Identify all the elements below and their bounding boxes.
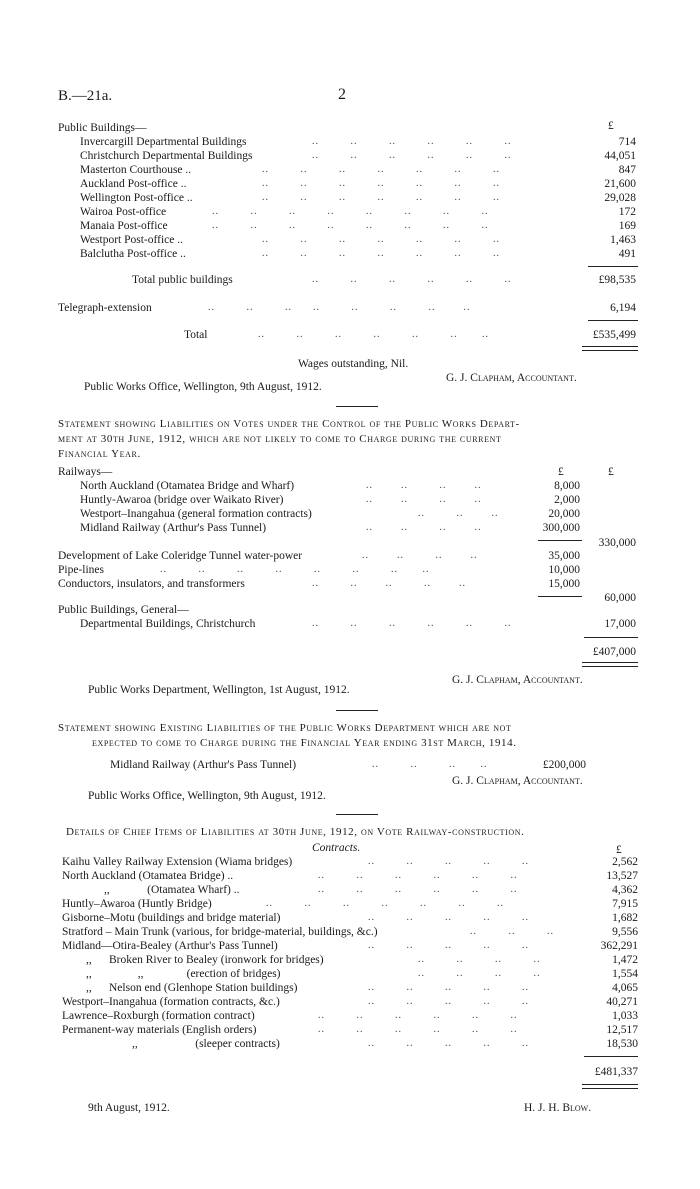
s2-rail-item-amount: 300,000 bbox=[542, 522, 580, 534]
s2-title-line-1: Statement showing Liabilities on Votes under the Control of the Public Works Depart- bbox=[58, 418, 520, 430]
rule bbox=[588, 320, 638, 321]
s1-item-amount: 29,028 bbox=[604, 192, 636, 204]
s3-title-line-2: expected to come to Charge during the Financial Year ending 31st March, 1914. bbox=[92, 737, 517, 749]
s2-other-total: 60,000 bbox=[604, 592, 636, 604]
s4-item-amount: 1,472 bbox=[612, 954, 638, 966]
dot-leader: .. .. .. .. .. .. bbox=[312, 618, 512, 629]
s1-item-amount: 714 bbox=[618, 136, 636, 148]
dot-leader: .. .. .. .. .. .. .. .. bbox=[212, 206, 489, 217]
dot-leader: .. .. .. .. .. .. bbox=[318, 1024, 518, 1035]
s2-title-line-2: ment at 30th June, 1912, which are not likely to come to Charge during the current bbox=[58, 433, 502, 445]
s4-item-label: Kaihu Valley Railway Extension (Wiama bridges) bbox=[62, 856, 293, 868]
s4-title: Details of Chief Items of Liabilities at 30th June, 1912, on Vote Railway-construction. bbox=[66, 826, 525, 838]
s1-wages-note: Wages outstanding, Nil. bbox=[298, 358, 409, 370]
s2-rail-item-amount: 20,000 bbox=[548, 508, 580, 520]
dot-leader: .. .. .. .. .. bbox=[368, 996, 529, 1007]
s2-other-item-label: Conductors, insulators, and transformers bbox=[58, 578, 245, 590]
dot-leader: .. .. .. .. .. .. .. bbox=[262, 192, 500, 203]
document-reference: B.—21a. bbox=[58, 88, 113, 104]
s2-rail-item-amount: 2,000 bbox=[554, 494, 580, 506]
s4-item-amount: 1,033 bbox=[612, 1010, 638, 1022]
s1-signature bbox=[446, 372, 577, 384]
s1-item-amount: 169 bbox=[618, 220, 636, 232]
s2-public-buildings-amount: 17,000 bbox=[604, 618, 636, 630]
dot-leader: .. .. .. .. .. .. .. bbox=[262, 234, 500, 245]
s4-item-label: Stratford – Main Trunk (various, for bridge-material, buildings, &c.) bbox=[62, 926, 378, 938]
dot-leader: .. .. .. .. .. .. bbox=[318, 884, 518, 895]
s2-currency-2: £ bbox=[608, 466, 614, 478]
s4-item-amount: 1,682 bbox=[612, 912, 638, 924]
rule bbox=[584, 637, 638, 638]
s4-item-amount: 4,362 bbox=[612, 884, 638, 896]
dot-leader: .. .. .. .. .. .. bbox=[312, 150, 512, 161]
s1-item-label: Auckland Post-office .. bbox=[80, 178, 187, 190]
s1-signature-text: G. J. Clapham, Accountant. bbox=[446, 372, 577, 384]
s4-currency: £ bbox=[616, 844, 622, 856]
s1-telegraph-label: Telegraph-extension bbox=[58, 302, 152, 314]
dot-leader: .. .. .. .. .. .. .. bbox=[258, 329, 489, 340]
dot-leader: .. .. .. .. bbox=[366, 480, 482, 491]
s2-public-buildings-label: Public Buildings, General— bbox=[58, 604, 189, 616]
double-rule bbox=[582, 662, 638, 667]
s1-item-label: Westport Post-office .. bbox=[80, 234, 183, 246]
s1-item-amount: 21,600 bbox=[604, 178, 636, 190]
s3-item-amount: £200,000 bbox=[542, 759, 586, 771]
s2-rail-item-label: Huntly-Awaroa (bridge over Waikato River) bbox=[80, 494, 284, 506]
dot-leader: .. .. .. .. .. .. .. .. bbox=[212, 220, 489, 231]
double-rule bbox=[582, 1084, 638, 1089]
s4-signature bbox=[524, 1102, 591, 1114]
s4-item-amount: 7,915 bbox=[612, 898, 638, 910]
s3-signature bbox=[452, 775, 583, 787]
s1-item-label: Masterton Courthouse .. bbox=[80, 164, 192, 176]
s4-item-amount: 9,556 bbox=[612, 926, 638, 938]
s4-item-label: ,, (sleeper contracts) bbox=[132, 1038, 280, 1050]
dot-leader: .. .. .. .. .. bbox=[312, 578, 466, 589]
rule bbox=[584, 1056, 638, 1057]
dot-leader: .. .. .. bbox=[470, 926, 554, 937]
s1-item-amount: 847 bbox=[618, 164, 636, 176]
s2-other-item-label: Pipe-lines bbox=[58, 564, 104, 576]
s1-item-label: Balclutha Post-office .. bbox=[80, 248, 186, 260]
s2-grand-total: £407,000 bbox=[592, 646, 636, 658]
double-rule bbox=[582, 346, 638, 351]
dot-leader: .. .. .. .. .. .. .. .. bbox=[160, 564, 430, 575]
s1-group-label: Public Buildings— bbox=[58, 122, 147, 134]
dot-leader: .. .. .. .. .. .. .. .. bbox=[208, 302, 471, 313]
s3-signature-text: G. J. Clapham, Accountant. bbox=[452, 775, 583, 787]
s3-item-label: Midland Railway (Arthur's Pass Tunnel) bbox=[110, 759, 297, 771]
dot-leader: .. .. .. .. .. .. .. bbox=[262, 178, 500, 189]
dot-leader: .. .. .. .. .. bbox=[368, 912, 529, 923]
dot-leader: .. .. .. .. .. bbox=[368, 1038, 529, 1049]
s4-contracts-heading: Contracts. bbox=[312, 842, 361, 854]
rule bbox=[538, 540, 582, 541]
rule bbox=[588, 266, 638, 267]
separator bbox=[336, 710, 378, 711]
s4-item-label: ,, Broken River to Bealey (ironwork for bridges) bbox=[86, 954, 324, 966]
s2-currency-1: £ bbox=[558, 466, 564, 478]
s4-item-label: Westport–Inangahua (formation contracts, &c.) bbox=[62, 996, 280, 1008]
dot-leader: .. .. .. .. .. .. .. bbox=[262, 164, 500, 175]
s4-item-amount: 40,271 bbox=[606, 996, 638, 1008]
s4-item-amount: 12,517 bbox=[606, 1024, 638, 1036]
s2-other-item-amount: 10,000 bbox=[548, 564, 580, 576]
dot-leader: .. .. .. .. bbox=[362, 550, 478, 561]
s1-place-date: Public Works Office, Wellington, 9th August, 1912. bbox=[84, 381, 322, 393]
s4-total: £481,337 bbox=[594, 1066, 638, 1078]
dot-leader: .. .. .. .. .. .. bbox=[312, 274, 512, 285]
s2-rail-item-amount: 8,000 bbox=[554, 480, 580, 492]
s4-item-label: Permanent-way materials (English orders) bbox=[62, 1024, 257, 1036]
s1-total-label: Total bbox=[184, 329, 208, 341]
s2-signature-text: G. J. Clapham, Accountant. bbox=[452, 674, 583, 686]
s1-item-label: Manaia Post-office bbox=[80, 220, 168, 232]
s4-item-label: Lawrence–Roxburgh (formation contract) bbox=[62, 1010, 255, 1022]
s2-other-item-label: Development of Lake Coleridge Tunnel water-power bbox=[58, 550, 303, 562]
s1-telegraph-amount: 6,194 bbox=[610, 302, 636, 314]
s2-other-item-amount: 35,000 bbox=[548, 550, 580, 562]
dot-leader: .. .. .. .. bbox=[372, 759, 488, 770]
s1-item-amount: 44,051 bbox=[604, 150, 636, 162]
dot-leader: .. .. .. .. bbox=[418, 954, 541, 965]
dot-leader: .. .. .. .. bbox=[418, 968, 541, 979]
dot-leader: .. .. .. .. .. bbox=[368, 982, 529, 993]
s1-total-public-buildings: £98,535 bbox=[598, 274, 636, 286]
s4-item-amount: 362,291 bbox=[600, 940, 638, 952]
s1-currency: £ bbox=[608, 120, 614, 132]
s2-rail-item-label: Westport–Inangahua (general formation contracts) bbox=[80, 508, 312, 520]
s2-place-date: Public Works Department, Wellington, 1st August, 1912. bbox=[88, 684, 350, 696]
s4-item-amount: 1,554 bbox=[612, 968, 638, 980]
s4-item-label: Gisborne–Motu (buildings and bridge material) bbox=[62, 912, 281, 924]
s2-public-buildings-item: Departmental Buildings, Christchurch bbox=[80, 618, 256, 630]
s4-item-label: Huntly–Awaroa (Huntly Bridge) bbox=[62, 898, 212, 910]
rule bbox=[538, 596, 582, 597]
dot-leader: .. .. .. .. bbox=[366, 494, 482, 505]
separator bbox=[336, 406, 378, 407]
dot-leader: .. .. .. .. .. .. .. bbox=[262, 248, 500, 259]
s4-item-amount: 13,527 bbox=[606, 870, 638, 882]
s2-rail-item-label: North Auckland (Otamatea Bridge and Wharf) bbox=[80, 480, 295, 492]
s4-item-label: ,, (Otamatea Wharf) .. bbox=[104, 884, 240, 896]
dot-leader: .. .. .. .. .. .. .. bbox=[266, 898, 504, 909]
s4-item-amount: 4,065 bbox=[612, 982, 638, 994]
s1-item-amount: 491 bbox=[618, 248, 636, 260]
s2-other-item-amount: 15,000 bbox=[548, 578, 580, 590]
s1-item-amount: 172 bbox=[618, 206, 636, 218]
s1-item-amount: 1,463 bbox=[610, 234, 636, 246]
s4-item-label: North Auckland (Otamatea Bridge) .. bbox=[62, 870, 234, 882]
dot-leader: .. .. .. .. bbox=[366, 522, 482, 533]
s2-rail-item-label: Midland Railway (Arthur's Pass Tunnel) bbox=[80, 522, 267, 534]
s3-title-line-1: Statement showing Existing Liabilities of the Public Works Department which are not bbox=[58, 722, 512, 734]
s1-item-label: Invercargill Departmental Buildings bbox=[80, 136, 247, 148]
separator bbox=[336, 814, 378, 815]
s4-item-label: ,, ,, (erection of bridges) bbox=[86, 968, 281, 980]
page-number: 2 bbox=[338, 86, 346, 103]
s2-signature bbox=[452, 674, 583, 686]
dot-leader: .. .. .. .. .. .. bbox=[312, 136, 512, 147]
s2-title-line-3: Financial Year. bbox=[58, 448, 141, 460]
s4-item-label: Midland—Otira-Bealey (Arthur's Pass Tunnel) bbox=[62, 940, 278, 952]
s3-place-date: Public Works Office, Wellington, 9th August, 1912. bbox=[88, 790, 326, 802]
s4-signature-text: H. J. H. Blow. bbox=[524, 1102, 592, 1114]
s2-rail-total: 330,000 bbox=[598, 537, 636, 549]
s2-railways-label: Railways— bbox=[58, 466, 113, 478]
dot-leader: .. .. .. .. .. bbox=[368, 856, 529, 867]
dot-leader: .. .. .. .. .. .. bbox=[318, 870, 518, 881]
s4-item-label: ,, Nelson end (Glenhope Station buildings) bbox=[86, 982, 298, 994]
s1-item-label: Wellington Post-office .. bbox=[80, 192, 193, 204]
s1-item-label: Christchurch Departmental Buildings bbox=[80, 150, 253, 162]
dot-leader: .. .. .. bbox=[418, 508, 499, 519]
s1-total: £535,499 bbox=[592, 329, 636, 341]
s4-item-amount: 18,530 bbox=[606, 1038, 638, 1050]
s4-date: 9th August, 1912. bbox=[88, 1102, 170, 1114]
s1-total-public-buildings-label: Total public buildings bbox=[132, 274, 233, 286]
dot-leader: .. .. .. .. .. bbox=[368, 940, 529, 951]
dot-leader: .. .. .. .. .. .. bbox=[318, 1010, 518, 1021]
s1-item-label: Wairoa Post-office bbox=[80, 206, 167, 218]
s4-item-amount: 2,562 bbox=[612, 856, 638, 868]
